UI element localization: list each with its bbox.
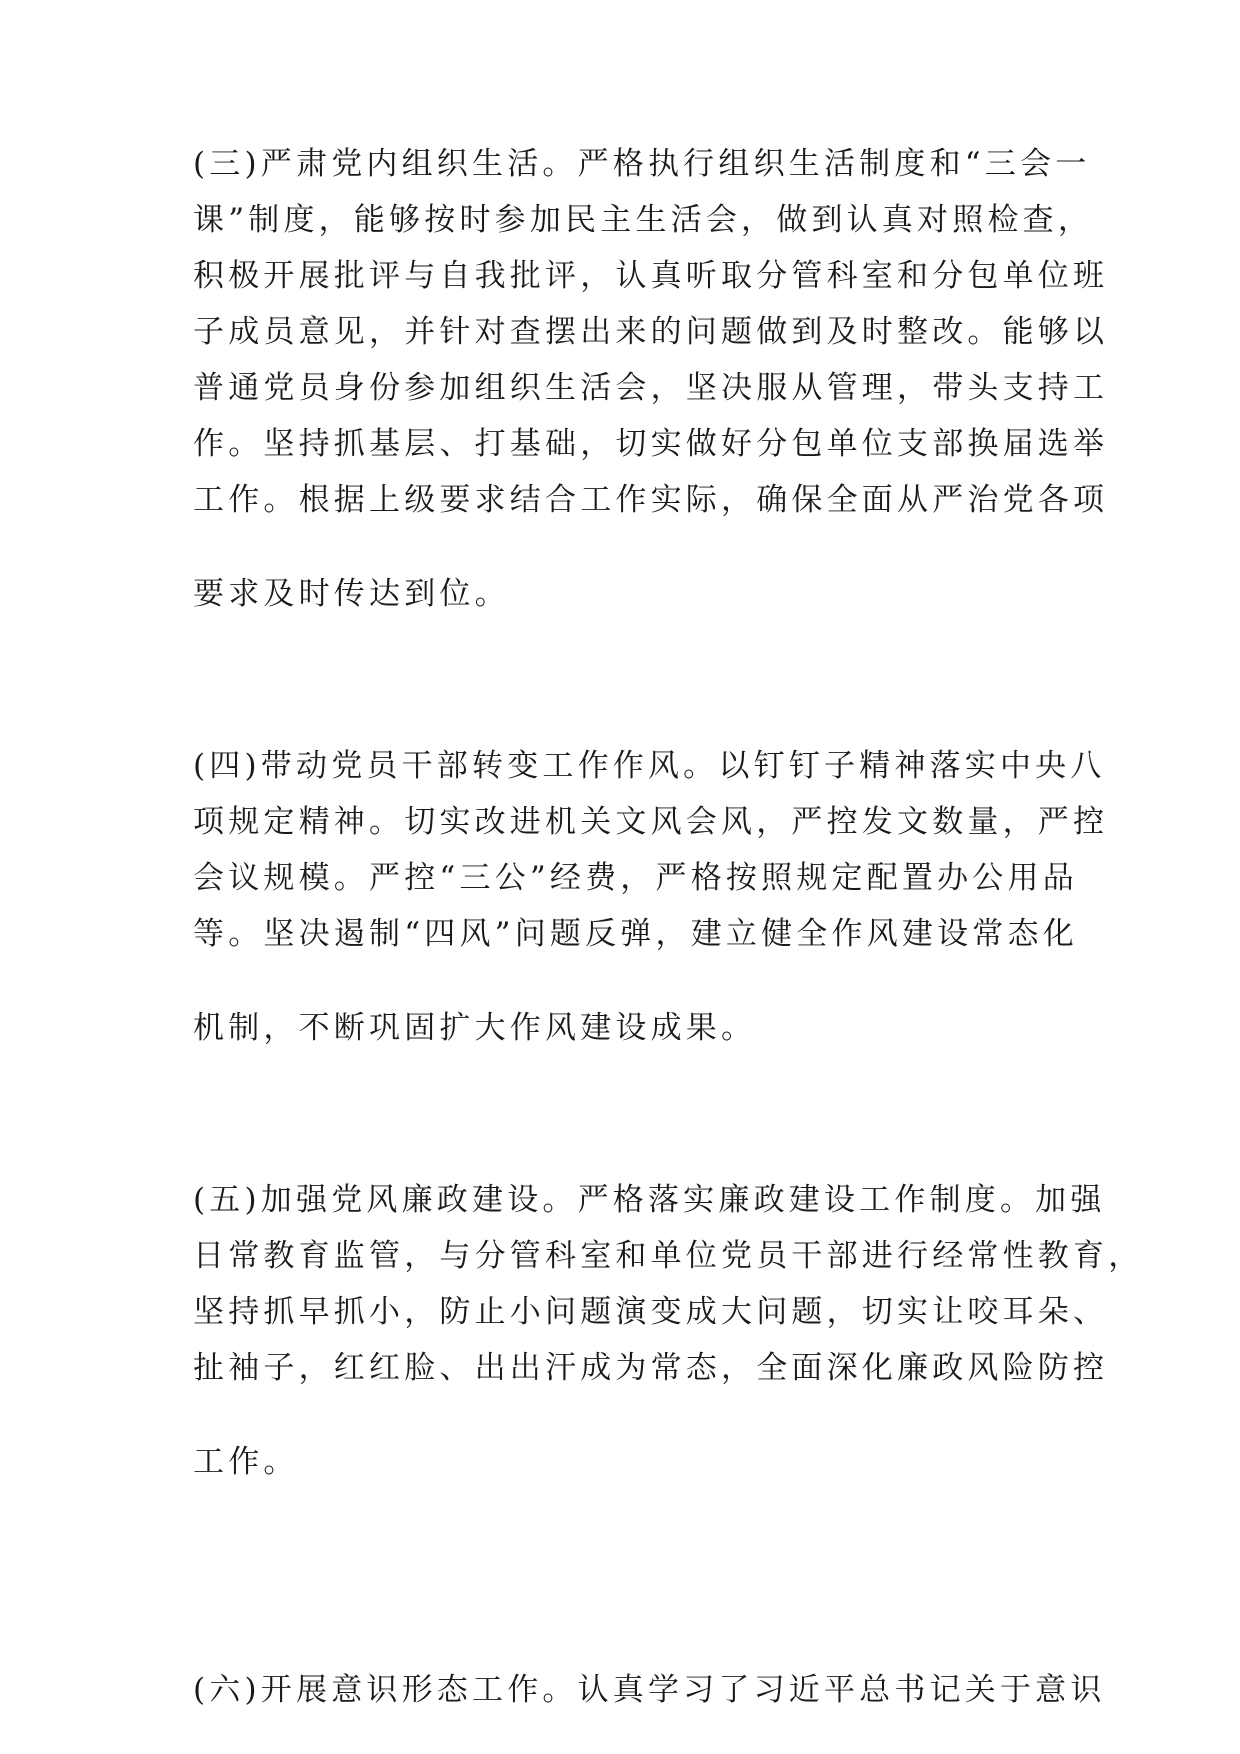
paragraph-line: 会议规模。严控“三公”经费，严格按照规定配置办公用品 (193, 860, 1078, 896)
paragraph-line: 要求及时传达到位。 (193, 576, 510, 612)
paragraph-line: 等。坚决遏制“四风”问题反弹，建立健全作风建设常态化 (193, 916, 1078, 952)
paragraph-line: (六)开展意识形态工作。认真学习了习近平总书记关于意识 (193, 1672, 1106, 1708)
paragraph-line: 普通党员身份参加组织生活会，坚决服从管理，带头支持工 (193, 370, 1109, 406)
paragraph-line: (四)带动党员干部转变工作作风。以钉钉子精神落实中央八 (193, 748, 1106, 784)
paragraph-line: 日常教育监管，与分管科室和单位党员干部进行经常性教育， (193, 1238, 1144, 1274)
paragraph-line: 课”制度，能够按时参加民主生活会，做到认真对照检查， (193, 202, 1094, 238)
paragraph-line: (五)加强党风廉政建设。严格落实廉政建设工作制度。加强 (193, 1182, 1106, 1218)
paragraph-line: 积极开展批评与自我批评，认真听取分管科室和分包单位班 (193, 258, 1109, 294)
paragraph-line: 项规定精神。切实改进机关文风会风，严控发文数量，严控 (193, 804, 1109, 840)
paragraph-line: (三)严肃党内组织生活。严格执行组织生活制度和“三会一 (193, 146, 1091, 182)
paragraph-line: 作。坚持抓基层、打基础，切实做好分包单位支部换届选举 (193, 426, 1109, 462)
paragraph-line: 工作。 (193, 1444, 299, 1480)
paragraph-line: 工作。根据上级要求结合工作实际，确保全面从严治党各项 (193, 482, 1109, 518)
paragraph-line: 扯袖子，红红脸、出出汗成为常态，全面深化廉政风险防控 (193, 1350, 1109, 1386)
paragraph-line: 子成员意见，并针对查摆出来的问题做到及时整改。能够以 (193, 314, 1109, 350)
paragraph-line: 机制，不断巩固扩大作风建设成果。 (193, 1010, 757, 1046)
paragraph-line: 坚持抓早抓小，防止小问题演变成大问题，切实让咬耳朵、 (193, 1294, 1109, 1330)
